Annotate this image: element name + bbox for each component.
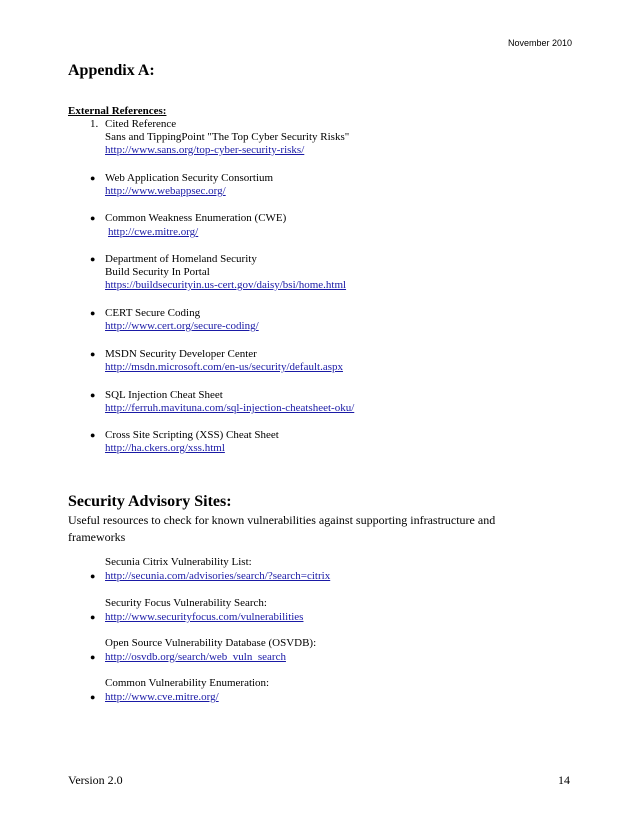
ref-link-cert[interactable]: http://www.cert.org/secure-coding/ (105, 320, 259, 332)
bullet-icon: ● (90, 349, 96, 359)
ref-link-msdn[interactable]: http://msdn.microsoft.com/en-us/security/default.aspx (105, 361, 343, 373)
bullet-icon: ● (90, 430, 96, 440)
appendix-title: Appendix A: (68, 62, 155, 79)
advisory-label-secunia: Secunia Citrix Vulnerability List: (105, 556, 252, 568)
ref-title-dhs: Department of Homeland Security (105, 253, 257, 265)
advisory-link-securityfocus[interactable]: http://www.securityfocus.com/vulnerabilities (105, 611, 304, 623)
external-references-heading: External References: (68, 105, 167, 117)
ref-link-sqli[interactable]: http://ferruh.mavituna.com/sql-injection-cheatsheet-oku/ (105, 402, 355, 414)
ref-title-cwe: Common Weakness Enumeration (CWE) (105, 212, 287, 224)
bullet-icon: ● (90, 652, 96, 662)
bullet-icon: ● (90, 612, 96, 622)
ref-title-sqli: SQL Injection Cheat Sheet (105, 389, 223, 401)
ref-link-bsi[interactable]: https://buildsecurityin.us-cert.gov/daisy/bsi/home.html (105, 279, 347, 291)
advisory-title: Security Advisory Sites: (68, 493, 232, 510)
footer-version: Version 2.0 (68, 773, 123, 787)
ref-title-cert: CERT Secure Coding (105, 307, 201, 319)
ref-title-msdn: MSDN Security Developer Center (105, 348, 257, 360)
bullet-icon: ● (90, 254, 96, 264)
ref-title-xss: Cross Site Scripting (XSS) Cheat Sheet (105, 429, 279, 441)
ref-link-cwe[interactable]: http://cwe.mitre.org/ (108, 226, 199, 238)
bullet-icon: ● (90, 390, 96, 400)
advisory-link-osvdb[interactable]: http://osvdb.org/search/web_vuln_search (105, 651, 286, 663)
advisory-label-securityfocus: Security Focus Vulnerability Search: (105, 597, 267, 609)
footer-page-number: 14 (558, 773, 570, 787)
header-date: November 2010 (507, 38, 572, 48)
cited-reference-link[interactable]: http://www.sans.org/top-cyber-security-risks/ (105, 144, 305, 156)
ref-link-webappsec[interactable]: http://www.webappsec.org/ (105, 185, 226, 197)
bullet-icon: ● (90, 213, 96, 223)
advisory-label-osvdb: Open Source Vulnerability Database (OSVDB): (105, 637, 317, 649)
bullet-icon: ● (90, 571, 96, 581)
cited-reference-heading: Cited Reference (105, 118, 177, 130)
ref-subtitle-bsi: Build Security In Portal (105, 266, 210, 278)
advisory-link-secunia[interactable]: http://secunia.com/advisories/search/?search=citrix (105, 570, 331, 582)
bullet-icon: ● (90, 692, 96, 702)
ref-link-xss[interactable]: http://ha.ckers.org/xss.html (105, 442, 225, 454)
advisory-link-cve[interactable]: http://www.cve.mitre.org/ (105, 691, 219, 703)
advisory-intro: Useful resources to check for known vulnerabilities against supporting infrastructure and frameworks (68, 513, 496, 544)
bullet-icon: ● (90, 173, 96, 183)
advisory-label-cve: Common Vulnerability Enumeration: (105, 677, 270, 689)
ref-title-webappsec: Web Application Security Consortium (105, 172, 274, 184)
cited-reference-number: 1. (90, 118, 99, 130)
cited-reference-description: Sans and TippingPoint "The Top Cyber Security Risks" (105, 131, 350, 143)
bullet-icon: ● (90, 308, 96, 318)
